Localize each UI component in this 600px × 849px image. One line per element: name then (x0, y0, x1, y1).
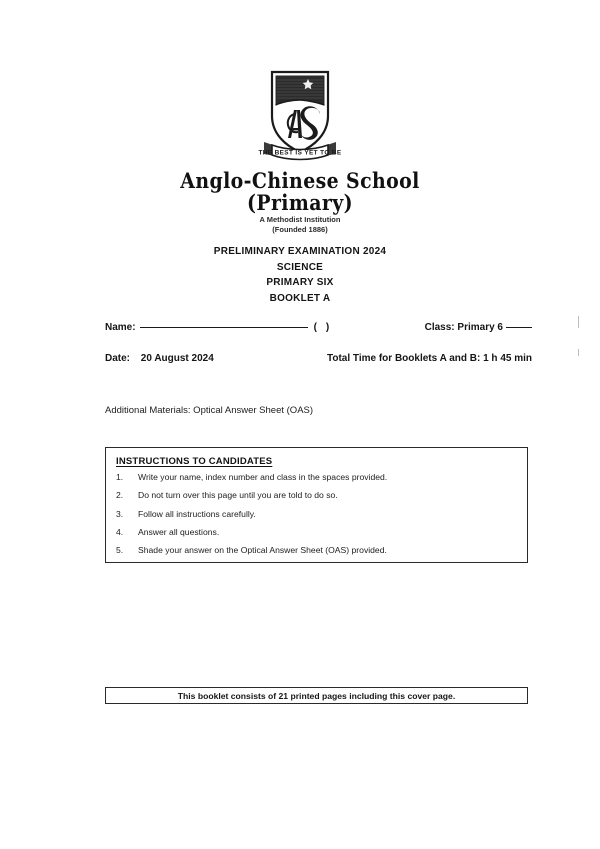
paren-open: ( (313, 322, 326, 333)
additional-materials: Additional Materials: Optical Answer Sheet (OAS) (105, 405, 314, 416)
instructions-list (116, 472, 517, 556)
exam-subject: SCIENCE (276, 261, 324, 273)
name-label: Name: (105, 322, 136, 333)
instruction-text: Do not turn over this page until you are told to do so. (138, 490, 338, 501)
school-name-line1: Anglo-Chinese School (180, 168, 420, 193)
name-write-in-line[interactable] (140, 327, 308, 328)
page-count-footer (105, 687, 528, 704)
exam-level: PRIMARY SIX (266, 277, 334, 288)
paren-close: ) (325, 322, 339, 333)
school-name (0, 170, 600, 215)
instructions-box (105, 447, 528, 563)
exam-title-block (0, 244, 600, 306)
scan-artifact-mark (578, 316, 579, 328)
instruction-item (116, 490, 517, 500)
instruction-item (116, 509, 517, 519)
page-count-text: This booklet consists of 21 printed pages including this cover page. (177, 690, 456, 701)
instruction-text: Write your name, index number and class in the spaces provided. (138, 472, 388, 482)
crest-container (0, 62, 600, 162)
exam-title-line1: PRELIMINARY EXAMINATION 2024 (213, 246, 387, 257)
instruction-text: Shade your answer on the Optical Answer Sheet (OAS) provided. (138, 545, 387, 556)
index-number-parens[interactable] (314, 322, 339, 333)
svg-text:THE BEST IS YET TO BE: THE BEST IS YET TO BE (258, 149, 342, 157)
instruction-number: 2. (116, 490, 124, 501)
instruction-text: Answer all questions. (138, 526, 220, 537)
instruction-item (116, 527, 517, 537)
name-row (105, 322, 532, 333)
instructions-title: INSTRUCTIONS TO CANDIDATES (116, 456, 273, 467)
date-row (105, 353, 532, 364)
class-label: Class: Primary 6 (424, 322, 503, 333)
founded-text: (Founded 1886) (272, 225, 328, 235)
school-name-line2: (Primary) (246, 190, 353, 216)
total-time: Total Time for Booklets A and B: 1 h 45 min (326, 353, 532, 364)
school-affiliation (0, 215, 600, 235)
instruction-text: Follow all instructions carefully. (138, 508, 256, 519)
instruction-item (116, 545, 517, 555)
scan-artifact-mark (578, 349, 579, 356)
school-crest-icon (258, 62, 342, 162)
class-write-in-line[interactable] (506, 327, 532, 328)
instruction-number: 4. (116, 526, 124, 537)
instruction-number: 5. (116, 545, 124, 556)
affiliation-text: A Methodist Institution (259, 215, 341, 224)
instruction-item (116, 472, 517, 482)
date-label: Date: (105, 353, 131, 364)
instruction-number: 3. (116, 508, 124, 519)
date-value: 20 August 2024 (140, 353, 214, 364)
class-field (425, 322, 532, 333)
instruction-number: 1. (116, 472, 124, 482)
exam-booklet: BOOKLET A (269, 292, 331, 304)
